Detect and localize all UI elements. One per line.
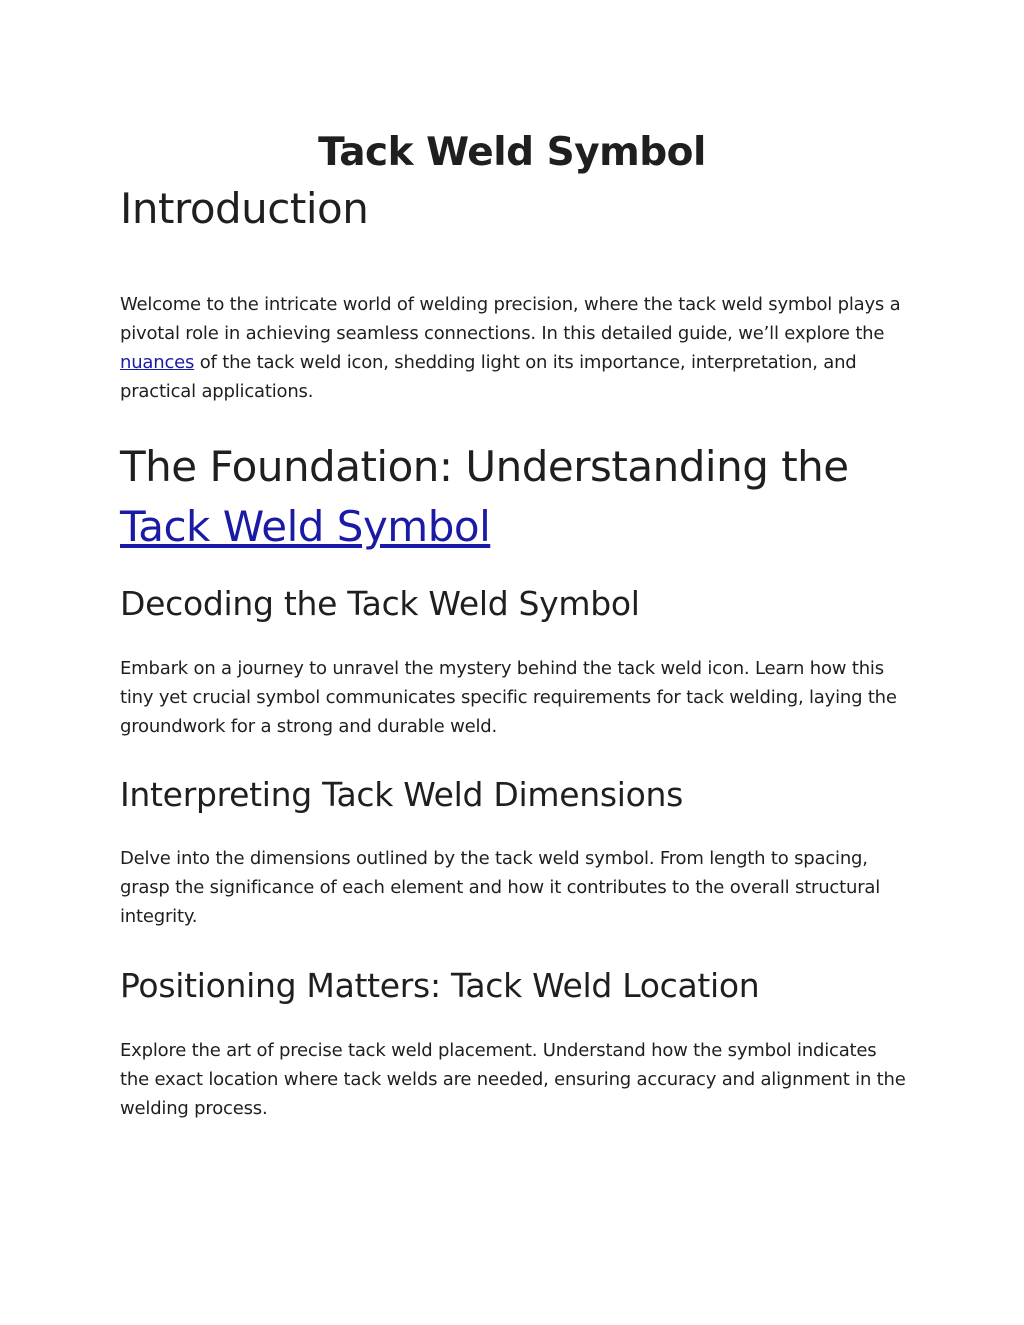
intro-text-after: of the tack weld icon, shedding light on its importance, interpretation, and practical applications.	[120, 352, 857, 402]
location-paragraph: Explore the art of precise tack weld placement. Understand how the symbol indicates the exact location where tack welds are needed, ensuring accuracy and alignment in the welding process.	[120, 1040, 906, 1119]
dimensions-paragraph: Delve into the dimensions outlined by the tack weld symbol. From length to spacing, grasp the significance of each element and how it contributes to the overall structural integrity.	[120, 848, 881, 927]
intro-text-before: Welcome to the intricate world of welding precision, where the tack weld symbol plays a pivotal role in achieving seamless connections. In this detailed guide, we’ll explore the	[120, 294, 901, 344]
intro-heading: Introduction	[120, 184, 369, 233]
location-heading: Positioning Matters: Tack Weld Location	[120, 966, 760, 1005]
intro-paragraph	[120, 290, 910, 406]
decoding-paragraph: Embark on a journey to unravel the mystery behind the tack weld icon. Learn how this tiny yet crucial symbol communicates specific requirements for tack welding, laying the groundwork for a strong and durable weld.	[120, 658, 897, 737]
decoding-heading: Decoding the Tack Weld Symbol	[120, 584, 640, 623]
document-title: Tack Weld Symbol	[318, 130, 706, 175]
dimensions-heading: Interpreting Tack Weld Dimensions	[120, 775, 683, 814]
foundation-heading	[120, 437, 849, 557]
tack-weld-symbol-link[interactable]: Tack Weld Symbol	[120, 502, 491, 551]
foundation-heading-text: The Foundation: Understanding the	[120, 442, 849, 491]
nuances-link[interactable]: nuances	[120, 352, 195, 373]
